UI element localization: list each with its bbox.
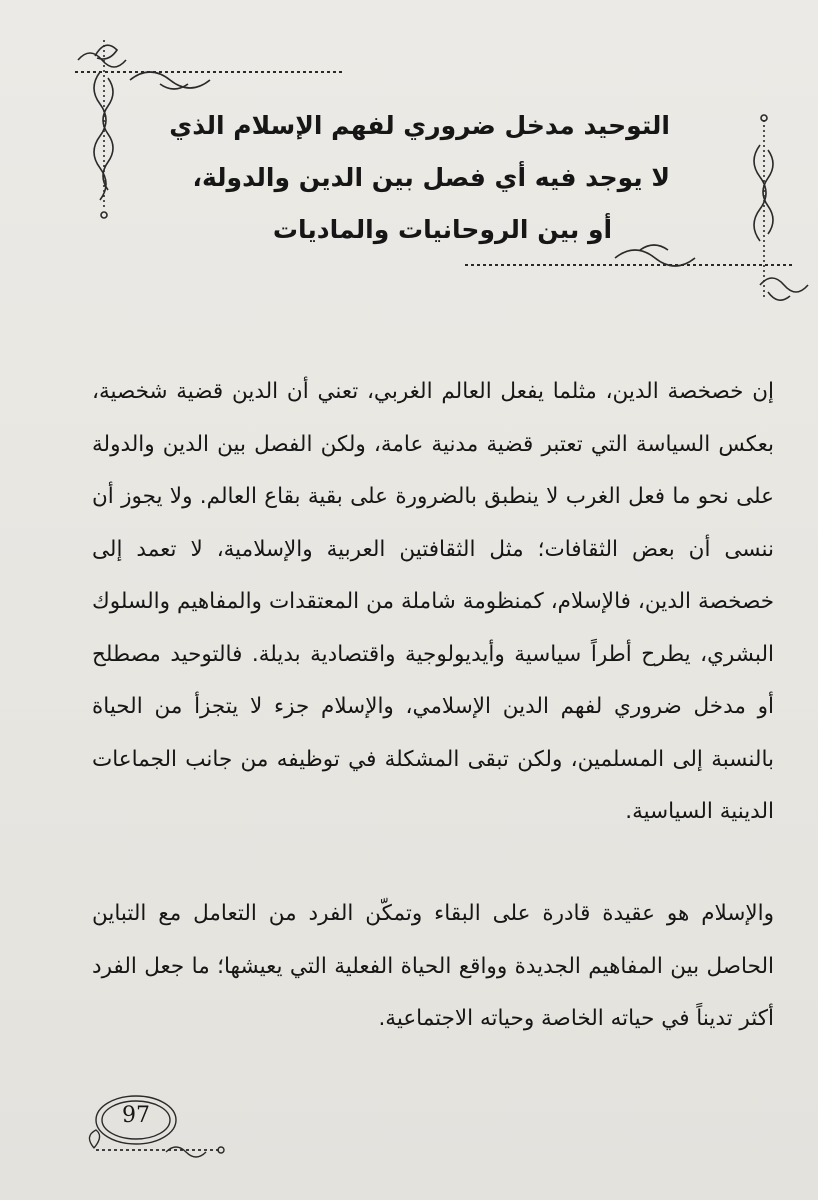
section-heading	[169, 100, 670, 256]
heading-line: التوحيد مدخل ضروري لفهم الإسلام الذي	[169, 111, 670, 140]
paragraph: والإسلام هو عقيدة قادرة على البقاء وتمكّن الفرد من التعامل مع التباين الحاصل بين المفاهيم الجديدة وواقع الحياة الفعلية التي يعيشها؛ ما جعل الفرد أكثر تديناً في حياته الخاصة وحياته الاجتماعية.	[92, 901, 774, 1031]
heading-line: أو بين الروحانيات والماديات	[272, 215, 613, 244]
paragraph: إن خصخصة الدين، مثلما يفعل العالم الغربي، تعني أن الدين قضية شخصية، بعكس السياسة التي تعتبر قضية مدنية عامة، ولكن الفصل بين الدين والدولة على نحو ما فعل الغرب لا ينطبق بالضرورة على بقية بقاع العالم. ولا يجوز أن ننسى أن بعض الثقافات؛ مثل الثقافتين العربية والإسلامية، لا تعمد إلى خصخصة الدين، فالإسلام، كمنظومة شاملة من المعتقدات والمفاهيم والسلوك البشري، يطرح أطراً سياسية وأيديولوجية واقتصادية بديلة. فالتوحيد مصطلح أو مدخل ضروري لفهم الدين الإسلامي، والإسلام جزء لا يتجزأ من الحياة بالنسبة إلى المسلمين، ولكن تبقى المشكلة في توظيفه من جانب الجماعات الدينية السياسية.	[92, 379, 774, 824]
heading-line: لا يوجد فيه أي فصل بين الدين والدولة،	[192, 163, 670, 192]
page-number: 97	[122, 1103, 150, 1128]
page-number-ornament	[66, 1090, 236, 1170]
